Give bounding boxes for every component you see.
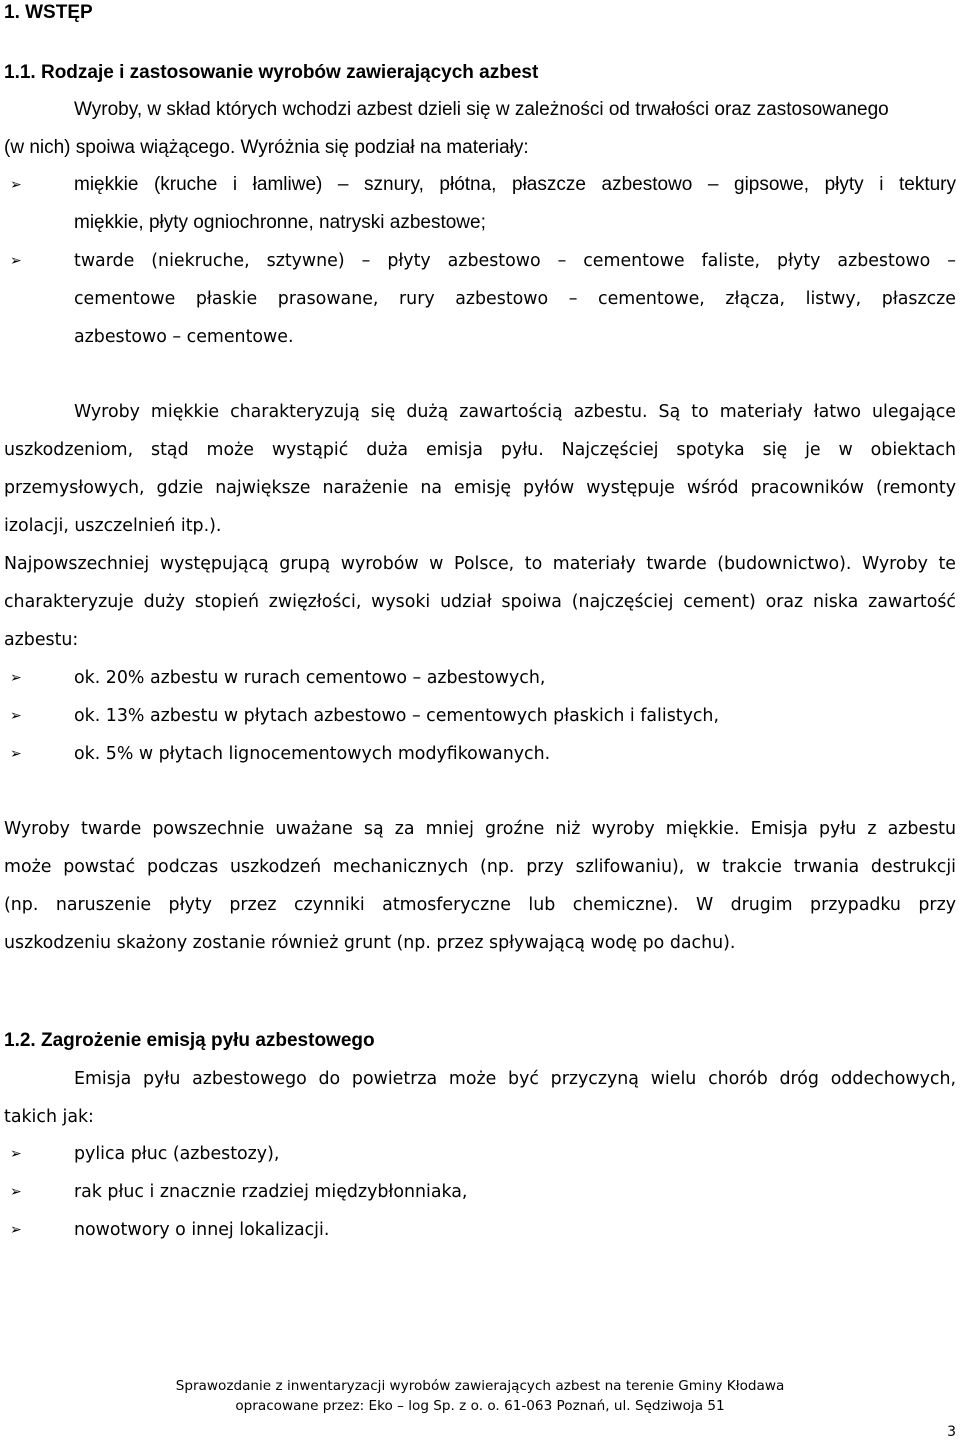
paragraph-line: (np. naruszenie płyty przez czynniki atmosferyczne lub chemiczne). W drugim przypadku przy [4,895,956,915]
heading-chapter-1: 1. WSTĘP [4,2,93,23]
list-item-hard-line-3: azbestowo – cementowe. [74,327,294,347]
paragraph-line: uszkodzeniu skażony zostanie również grunt (np. przez spływającą wodę po dachu). [4,933,736,953]
bullet-arrow-icon: ➢ [10,670,22,686]
paragraph-line: uszkodzeniom, stąd może wystąpić duża emisja pyłu. Najczęściej spotyka się je w obiektach [4,440,956,460]
footer-author: opracowane przez: Eko – log Sp. z o. o. 61-063 Poznań, ul. Sędziwoja 51 [235,1398,725,1414]
paragraph-line: Emisja pyłu azbestowego do powietrza może być przyczyną wielu chorób dróg oddechowych, [74,1069,956,1089]
heading-section-1-1: 1.1. Rodzaje i zastosowanie wyrobów zawierających azbest [4,62,539,83]
paragraph-line: może powstać podczas uszkodzeń mechanicznych (np. przy szlifowaniu), w trakcie trwania destrukcji [4,857,956,877]
list-item: nowotwory o innej lokalizacji. [74,1220,330,1240]
paragraph-line: przemysłowych, gdzie największe narażenie na emisję pyłów występuje wśród pracowników (remonty [4,478,956,498]
intro-line-1: Wyroby, w skład których wchodzi azbest dzieli się w zależności od trwałości oraz zastosowanego [74,99,889,120]
footer-report-title: Sprawozdanie z inwentaryzacji wyrobów zawierających azbest na terenie Gminy Kłodawa [175,1378,785,1394]
list-item: ok. 5% w płytach lignocementowych modyfikowanych. [74,744,551,764]
paragraph-line: izolacji, uszczelnień itp.). [4,516,222,536]
bullet-arrow-icon: ➢ [10,1184,22,1200]
paragraph-line: takich jak: [4,1107,94,1127]
paragraph-line: Wyroby miękkie charakteryzują się dużą zawartością azbestu. Są to materiały łatwo ulegające [74,402,956,422]
list-item: ok. 20% azbestu w rurach cementowo – azbestowych, [74,668,546,688]
bullet-arrow-icon: ➢ [10,1146,22,1162]
paragraph-line: azbestu: [4,630,79,650]
list-item: rak płuc i znacznie rzadziej międzybłonniaka, [74,1182,468,1202]
paragraph-line: Wyroby twarde powszechnie uważane są za mniej groźne niż wyroby miękkie. Emisja pyłu z azbestu [4,819,956,839]
bullet-arrow-icon: ➢ [10,746,22,762]
list-item-hard-line-2: cementowe płaskie prasowane, rury azbestowo – cementowe, złącza, listwy, płaszcze [74,289,956,309]
page-number: 3 [947,1424,956,1440]
list-item: ok. 13% azbestu w płytach azbestowo – cementowych płaskich i falistych, [74,706,719,726]
list-item-hard-line-1: twarde (niekruche, sztywne) – płyty azbestowo – cementowe faliste, płyty azbestowo – [74,251,956,271]
bullet-arrow-icon: ➢ [10,708,22,724]
intro-line-2: (w nich) spoiwa wiążącego. Wyróżnia się podział na materiały: [4,137,529,158]
paragraph-line: charakteryzuje duży stopień zwięzłości, wysoki udział spoiwa (najczęściej cement) oraz niska zawartość [4,592,956,612]
bullet-arrow-icon: ➢ [10,1222,22,1238]
list-item: pylica płuc (azbestozy), [74,1144,280,1164]
bullet-arrow-icon: ➢ [10,253,22,269]
list-item-soft-line-1: miękkie (kruche i łamliwe) – sznury, płótna, płaszcze azbestowo – gipsowe, płyty i tektury [74,174,956,195]
heading-section-1-2: 1.2. Zagrożenie emisją pyłu azbestowego [4,1030,375,1051]
list-item-soft-line-2: miękkie, płyty ogniochronne, natryski azbestowe; [74,212,486,233]
paragraph-line: Najpowszechniej występującą grupą wyrobów w Polsce, to materiały twarde (budownictwo). Wyroby te [4,554,956,574]
bullet-arrow-icon: ➢ [10,177,22,193]
